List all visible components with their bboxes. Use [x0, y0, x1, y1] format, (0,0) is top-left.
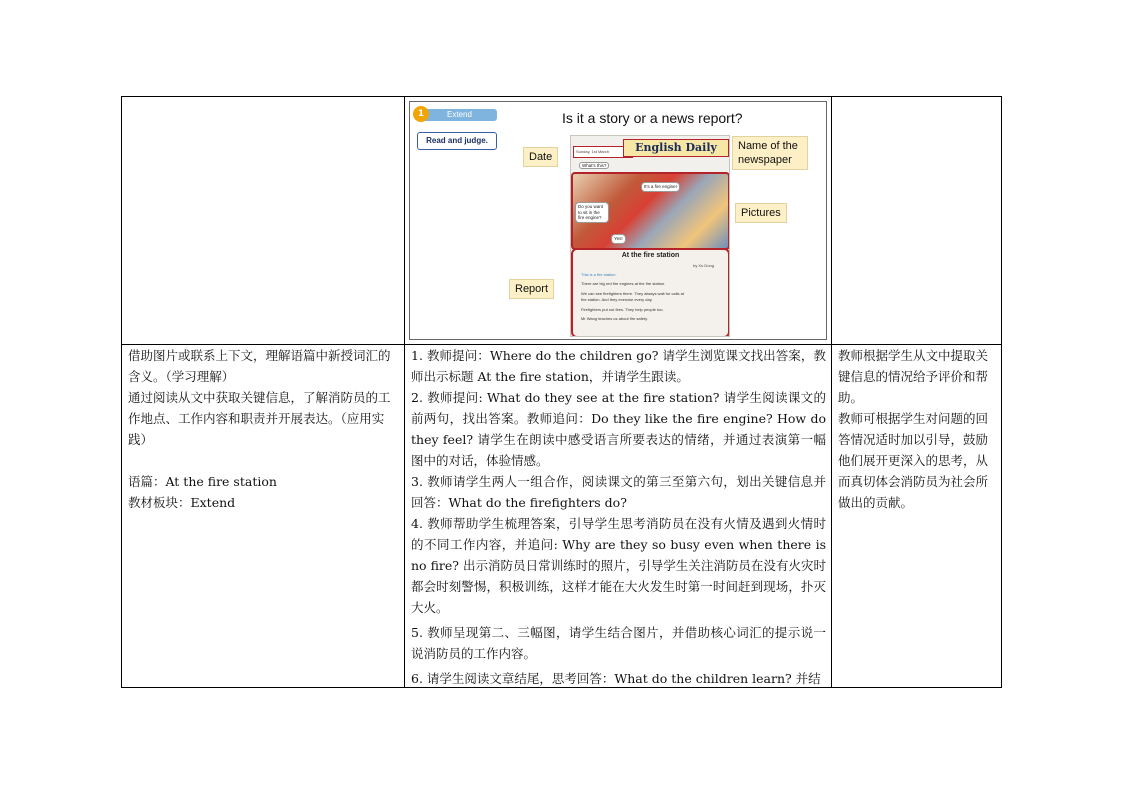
objective-2: 通过阅读从文中获取关键信息，了解消防员的工作地点、工作内容和职责并开展表达。（应用实践） [128, 390, 391, 447]
report-line: There are big red fire engines at the fire station. [581, 281, 666, 286]
newspaper-date: Sunday, 1st March [573, 146, 633, 158]
report-line: We can see firefighters there. They always wait for calls at [581, 291, 685, 296]
assessment-1: 教师根据学生从文中提取关键信息的情况给予评价和帮助。 [838, 348, 989, 405]
fire-station-illustration [571, 172, 730, 250]
step-1: 1. 教师提问：Where do the children go? 请学生浏览课文找出答案，教师出示标题 At the fire station，并请学生跟读。 [411, 348, 826, 384]
extend-badge [413, 108, 497, 122]
report-line: This is a fire station. [581, 272, 617, 277]
slide-title: Is it a story or a news report? [562, 110, 743, 126]
tag-date: Date [523, 147, 558, 167]
cell-objectives [121, 344, 405, 688]
objective-1: 借助图片或联系上下文，理解语篇中新授词汇的含义。（学习理解） [128, 348, 391, 384]
tag-pictures: Pictures [735, 203, 787, 223]
report-line: Mr Wang teaches us about fire safety. [581, 316, 648, 321]
cell-top-middle [404, 96, 832, 345]
read-and-judge-label: Read and judge. [417, 132, 497, 150]
textbook-section: 教材板块：Extend [128, 495, 236, 510]
newspaper-page [570, 135, 730, 337]
newspaper-name: English Daily [623, 139, 729, 157]
section-number-icon: 1 [413, 106, 429, 122]
cell-assessment [831, 344, 1002, 688]
report-line: the station. And they exercise every day. [581, 297, 653, 302]
tag-newspaper-name: Name of the newspaper [732, 136, 808, 170]
extend-label: Extend [447, 110, 472, 119]
cell-activities [404, 344, 832, 688]
speech-bubble-question: What's this? [579, 162, 609, 169]
cell-top-right [831, 96, 1002, 345]
step-6: 6. 请学生阅读文章结尾，思考回答：What do the children learn? 并结 [411, 671, 821, 686]
step-4: 4. 教师帮助学生梳理答案，引导学生思考消防员在没有火情及遇到火情时的不同工作内容，并追问: Why are they so busy even when there is no fire? 出示消防员日常训练时的照片，引导学生关注消防员在没有火灾时都会时刻警惕，积极训练，这样才能在大火发生时第一时间赶到现场，扑灭大火。 [411, 516, 826, 615]
step-2: 2. 教师提问: What do they see at the fire station? 请学生阅读课文的前两句，找出答案。教师追问：Do they like the fire engine? How do they feel? 请学生在朗读中感受语言所要表达的情绪，并通过表演第一幅图中的对话，体验情感。 [411, 390, 826, 468]
report-byline: by Xu Dong [693, 263, 714, 268]
cell-top-left [121, 96, 405, 345]
speech-bubble-fire-engine: It's a fire engine! [641, 182, 680, 192]
speech-bubble-yes: Yes! [611, 234, 626, 244]
report-line: Firefighters put out fires. They help people too. [581, 307, 664, 312]
speech-bubble-sit: Do you want to sit in the fire engine? [575, 202, 609, 223]
text-title: 语篇：At the fire station [128, 474, 277, 489]
step-3: 3. 教师请学生两人一组合作，阅读课文的第三至第六句，划出关键信息并回答：What do the firefighters do? [411, 474, 826, 510]
report-title: At the fire station [621, 252, 680, 259]
step-5: 5. 教师呈现第二、三幅图，请学生结合图片，并借助核心词汇的提示说一说消防员的工作内容。 [411, 625, 826, 661]
assessment-2: 教师可根据学生对问题的回答情况适时加以引导，鼓励他们展开更深入的思考，从而真切体会消防员为社会所做出的贡献。 [838, 411, 989, 510]
textbook-slide-image [409, 101, 827, 340]
tag-report: Report [509, 279, 554, 299]
report-box [571, 248, 730, 337]
lesson-plan-table [121, 96, 1002, 688]
